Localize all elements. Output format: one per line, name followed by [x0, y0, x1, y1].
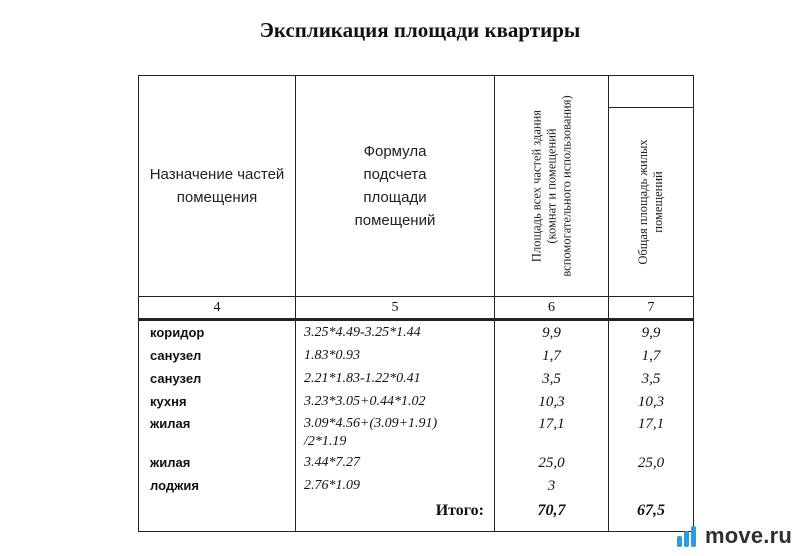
header-total-area-all-text: Площадь всех частей здания (комнат и помещений вспомогательного использования) — [529, 95, 573, 277]
room-area-all: 3,5 — [542, 371, 561, 387]
total-area-living: 67,5 — [637, 502, 665, 519]
room-formula: 2.76*1.09 — [304, 478, 360, 493]
room-name: санузел — [150, 371, 202, 386]
room-area-living: 9,9 — [641, 325, 661, 341]
room-formula: 3.25*4.49-3.25*1.44 — [304, 325, 421, 340]
header-living-area — [609, 108, 693, 296]
room-area-all: 25,0 — [538, 455, 565, 471]
header-room-purpose: Назначение частей помещения — [149, 166, 285, 206]
room-formula: 3.09*4.56+(3.09+1.91) — [304, 416, 438, 431]
column-number-6: 6 — [548, 300, 555, 315]
table-border-right — [693, 75, 694, 532]
room-area-living: 1,7 — [641, 348, 661, 364]
room-name: кухня — [150, 394, 187, 409]
move-logo-icon — [675, 524, 699, 548]
watermark — [675, 522, 792, 550]
room-area-living: 25,0 — [637, 455, 665, 471]
header-area-formula-text: Формула подсчета площади помещений — [354, 143, 436, 229]
room-area-living: 17,1 — [637, 416, 665, 432]
header-total-area-all — [495, 76, 608, 296]
column-number-4: 4 — [213, 300, 221, 315]
room-formula: 1.83*0.93 — [304, 348, 360, 363]
room-name: жилая — [150, 416, 191, 431]
room-area-living: 10,3 — [637, 394, 665, 410]
table-border-bottom — [138, 531, 694, 532]
room-area-all: 3 — [547, 478, 556, 494]
header-living-area-text: Общая площадь жилых помещений — [636, 139, 665, 265]
room-formula: 3.23*3.05+0.44*1.02 — [304, 394, 426, 409]
room-name: лоджия — [150, 478, 199, 493]
table-numbers-line — [138, 318, 694, 321]
total-label: Итого: — [435, 502, 484, 519]
room-area-living: 3,5 — [641, 371, 661, 387]
column-number-7: 7 — [647, 300, 655, 315]
room-formula: 2.21*1.83-1.22*0.41 — [304, 371, 421, 386]
room-name: коридор — [150, 325, 205, 340]
watermark-text: move.ru — [705, 523, 792, 548]
total-area-all: 70,7 — [537, 502, 566, 519]
room-name: санузел — [150, 348, 202, 363]
room-area-all: 17,1 — [538, 416, 565, 432]
room-formula: 3.44*7.27 — [304, 455, 360, 470]
column-number-5: 5 — [391, 300, 399, 315]
room-area-all: 9,9 — [542, 325, 561, 341]
room-area-all: 1,7 — [542, 348, 561, 364]
room-name: жилая — [150, 455, 191, 470]
room-area-all: 10,3 — [538, 394, 565, 410]
header-area-formula — [296, 76, 494, 296]
document-title: Экспликация площади квартиры — [259, 18, 581, 42]
room-formula-continuation: /2*1.19 — [304, 434, 347, 449]
